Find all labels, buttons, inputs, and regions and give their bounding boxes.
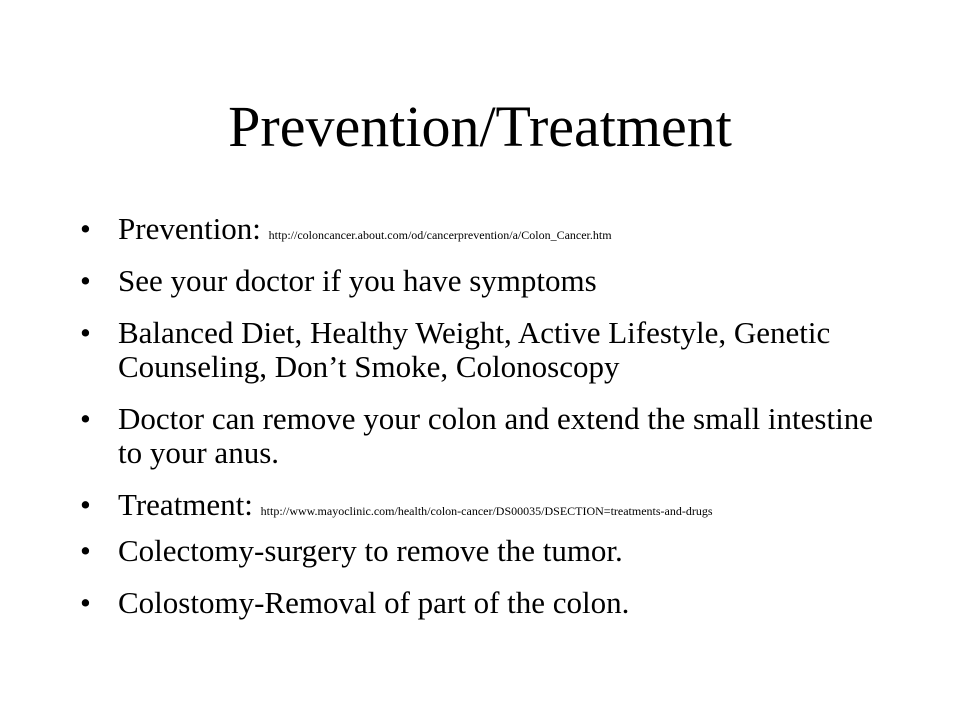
bullet-text: Treatment: (118, 487, 261, 522)
bullet-icon: • (80, 585, 91, 620)
bullet-lifestyle (80, 316, 880, 384)
bullet-see-doctor (80, 264, 880, 298)
bullet-text: See your doctor if you have symptoms (118, 263, 597, 298)
slide-title: Prevention/Treatment (228, 94, 732, 159)
bullet-icon: • (80, 487, 91, 522)
bullet-icon: • (80, 315, 91, 350)
prevention-link[interactable]: http://coloncancer.about.com/od/cancerprevention/a/Colon_Cancer.htm (268, 228, 612, 242)
bullet-colectomy (80, 534, 880, 568)
bullet-treatment (80, 488, 880, 522)
bullet-colon-removal (80, 402, 880, 470)
bullet-icon: • (80, 533, 91, 568)
bullet-text: Prevention: (118, 211, 269, 246)
bullet-icon: • (80, 211, 91, 246)
bullet-text: Balanced Diet, Healthy Weight, Active Lifestyle, Genetic Counseling, Don’t Smoke, Colonoscopy (118, 315, 831, 384)
treatment-link[interactable]: http://www.mayoclinic.com/health/colon-cancer/DS00035/DSECTION=treatments-and-drugs (260, 504, 713, 518)
bullet-text: Colostomy-Removal of part of the colon. (118, 585, 630, 620)
bullet-text: Doctor can remove your colon and extend the small intestine to your anus. (118, 401, 873, 470)
bullet-icon: • (80, 401, 91, 436)
bullet-list (80, 212, 880, 638)
bullet-icon: • (80, 263, 91, 298)
bullet-prevention (80, 212, 880, 246)
bullet-colostomy (80, 586, 880, 620)
bullet-text: Colectomy-surgery to remove the tumor. (118, 533, 623, 568)
